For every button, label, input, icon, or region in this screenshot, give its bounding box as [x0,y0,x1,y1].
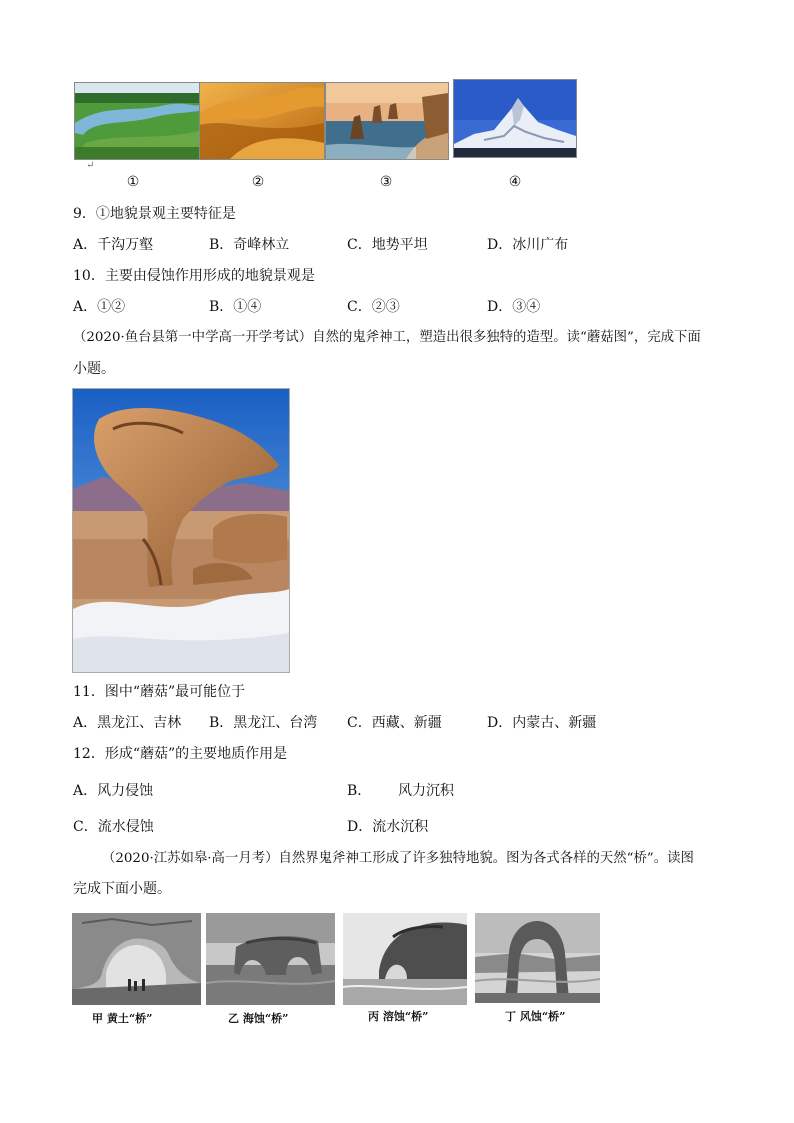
question-12-option-a[interactable]: A．风力侵蚀 [73,783,154,799]
question-12-option-b-letter[interactable]: B． [347,783,372,799]
caption-3: ③ [379,174,393,190]
caption-4: ④ [508,174,522,190]
question-10-option-d[interactable]: D．③④ [487,299,541,315]
photo-sand-dunes [199,82,325,160]
edit-mark: ↵ [86,160,95,171]
intro-2-line-2: 完成下面小题。 [73,881,171,897]
question-12-option-c[interactable]: C．流水侵蚀 [73,819,154,835]
question-9-option-d[interactable]: D．冰川广布 [487,237,569,253]
photo-mushroom-rock [72,388,290,673]
question-9-option-a[interactable]: A．千沟万壑 [73,237,154,253]
bridge-caption-bing: 丙 溶蚀“桥” [368,1010,429,1023]
question-11-option-a[interactable]: A．黑龙江、吉林 [73,715,182,731]
caption-2: ② [251,174,265,190]
intro-2-line-1: （2020·江苏如皋·高一月考）自然界鬼斧神工形成了许多独特地貌。图为各式各样的天然“桥”。读图 [102,851,694,866]
bridge-caption-ding: 丁 风蚀“桥” [505,1010,566,1023]
question-10-option-a[interactable]: A．①② [73,299,126,315]
photo-sea-arch-bridge [206,913,335,1005]
bridge-caption-jia: 甲 黄土“桥” [92,1012,153,1025]
question-11-stem: 11．图中“蘑菇”最可能位于 [73,684,246,700]
question-9-option-b[interactable]: B．奇峰林立 [209,237,290,253]
photo-loess-bridge [72,913,201,1005]
photo-river-plain [74,82,200,160]
caption-1: ① [126,174,140,190]
question-9-option-c[interactable]: C．地势平坦 [347,237,428,253]
photo-wind-erosion-arch [475,913,600,1003]
intro-1-line-1: （2020·鱼台县第一中学高一开学考试）自然的鬼斧神工，塑造出很多独特的造型。读“蘑菇图”，完成下面 [73,330,701,345]
photo-karst-bridge [343,913,467,1005]
question-11-option-d[interactable]: D．内蒙古、新疆 [487,715,597,731]
intro-1-line-2: 小题。 [73,361,115,377]
question-10-option-c[interactable]: C．②③ [347,299,400,315]
bridge-caption-yi: 乙 海蚀“桥” [228,1012,289,1025]
question-10-option-b[interactable]: B．①④ [209,299,262,315]
photo-sea-stacks [325,82,449,160]
question-9-stem: 9．①地貌景观主要特征是 [73,206,236,222]
question-11-option-b[interactable]: B．黑龙江、台湾 [209,715,318,731]
photo-snow-mountain [453,79,577,158]
question-11-option-c[interactable]: C．西藏、新疆 [347,715,442,731]
question-12-option-b[interactable]: 风力沉积 [398,783,454,799]
question-10-stem: 10．主要由侵蚀作用形成的地貌景观是 [73,268,315,284]
question-12-stem: 12．形成“蘑菇”的主要地质作用是 [73,746,288,762]
question-12-option-d[interactable]: D．流水沉积 [347,819,429,835]
